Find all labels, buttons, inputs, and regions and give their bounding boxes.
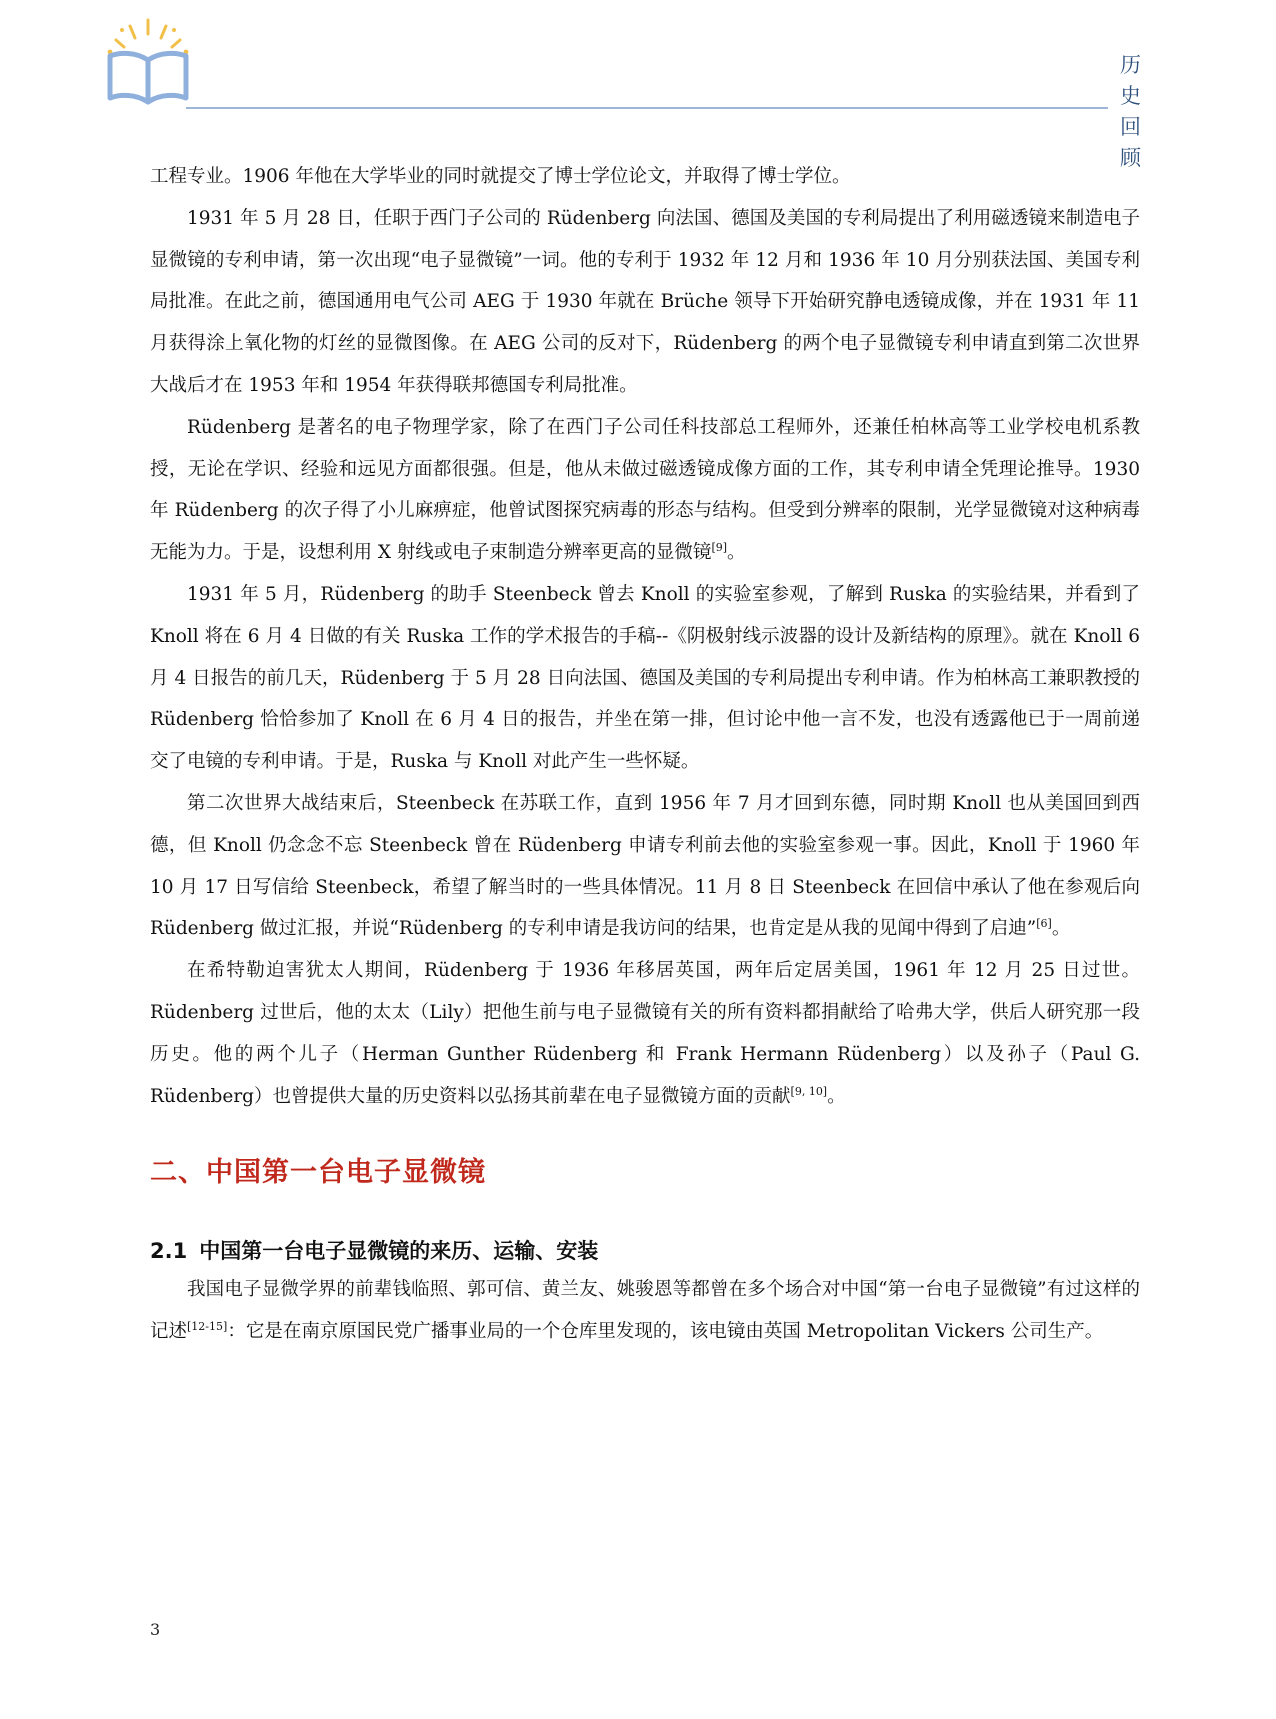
citation-ref: [9] xyxy=(711,541,728,555)
header-rule xyxy=(186,107,1108,109)
paragraph: 第二次世界大战结束后，Steenbeck 在苏联工作，直到 1956 年 7 月才回到东德，同时期 Knoll 也从美国回到西德，但 Knoll 仍念念不忘 Steenbeck 曾在 Rüdenberg 申请专利前去他的实验室参观一事。因此，Knoll 于 1960 年 10 月 17 日写信给 Steenbeck，希望了解当时的一些具体情况。11 月 8 日 Steenbeck 在回信中承认了他在参观后向 Rüdenberg 做过汇报，并说“Rüdenberg 的专利申请是我访问的结果，也肯定是从我的见闻中得到了启迪”[6]。 xyxy=(150,792,1140,940)
open-book-icon xyxy=(100,16,196,112)
paragraph: 1931 年 5 月 28 日，任职于西门子公司的 Rüdenberg 向法国、德国及美国的专利局提出了利用磁透镜来制造电子显微镜的专利申请，第一次出现“电子显微镜”一词。他的专利于 1932 年 12 月和 1936 年 10 月分别获法国、美国专利局批准。在此之前，德国通用电气公司 AEG 于 1930 年就在 Brüche 领导下开始研究静电透镜成像，并在 1931 年 11 月获得涂上氧化物的灯丝的显微图像。在 AEG 公司的反对下，Rüdenberg 的两个电子显微镜专利申请直到第二次世界大战后才在 1953 年和 1954 年获得联邦德国专利局批准。 xyxy=(150,207,1140,396)
citation-ref: [9, 10] xyxy=(790,1084,828,1098)
paragraph: Rüdenberg 是著名的电子物理学家，除了在西门子公司任科技部总工程师外，还兼任柏林高等工业学校电机系教授，无论在学识、经验和远见方面都很强。但是，他从未做过磁透镜成像方面的工作，其专利申请全凭理论推导。1930 年 Rüdenberg 的次子得了小儿麻痹症，他曾试图探究病毒的形态与结构。但受到分辨率的限制，光学显微镜对这种病毒无能为力。于是，设想利用 X 射线或电子束制造分辨率更高的显微镜[9]。 xyxy=(150,416,1140,564)
paragraph: 工程专业。1906 年他在大学毕业的同时就提交了博士学位论文，并取得了博士学位。 xyxy=(150,166,851,187)
citation-ref: [6] xyxy=(1036,917,1052,931)
paragraph: 1931 年 5 月，Rüdenberg 的助手 Steenbeck 曾去 Knoll 的实验室参观，了解到 Ruska 的实验结果，并看到了 Knoll 将在 6 月 4 日做的有关 Ruska 工作的学术报告的手稿--《阴极射线示波器的设计及新结构的原理》。就在 Knoll 6 月 4 日报告的前几天，Rüdenberg 于 5 月 28 日向法国、德国及美国的专利局提出专利申请。作为柏林高工兼职教授的 Rüdenberg 恰恰参加了 Knoll 在 6 月 4 日的报告，并坐在第一排，但讨论中他一言不发，也没有透露他已于一周前递交了电镜的专利申请。于是，Ruska 与 Knoll 对此产生一些怀疑。 xyxy=(150,583,1140,773)
paragraph: 在希特勒迫害犹太人期间，Rüdenberg 于 1936 年移居英国，两年后定居美国，1961 年 12 月 25 日过世。Rüdenberg 过世后，他的太太（Lily）把他生前与电子显微镜有关的所有资料都捐献给了哈弗大学，供后人研究那一段历史。他的两个儿子（Herman Gunther Rüdenberg 和 Frank Hermann Rüdenberg）以及孙子（Paul G. Rüdenberg）也曾提供大量的历史资料以弘扬其前辈在电子显微镜方面的贡献[9, 10]。 xyxy=(150,960,1140,1107)
subsection-number: 2.1 xyxy=(150,1239,188,1264)
subsection-heading xyxy=(150,1233,1140,1269)
subsection-title: 中国第一台电子显微镜的来历、运输、安装 xyxy=(199,1239,599,1264)
article-body xyxy=(150,156,1140,1353)
chapter-heading: 二、中国第一台电子显微镜 xyxy=(150,1157,486,1189)
paragraph: 我国电子显微学界的前辈钱临照、郭可信、黄兰友、姚骏恩等都曾在多个场合对中国“第一台电子显微镜”有过这样的记述[12-15]：它是在南京原国民党广播事业局的一个仓库里发现的，该电镜由英国 Metropolitan Vickers 公司生产。 xyxy=(150,1279,1140,1343)
section-label-line2: 回 顾 xyxy=(1120,115,1145,170)
page-number: 3 xyxy=(150,1620,161,1639)
section-label-line1: 历 史 xyxy=(1120,53,1145,108)
citation-ref: [12-15] xyxy=(187,1320,228,1334)
